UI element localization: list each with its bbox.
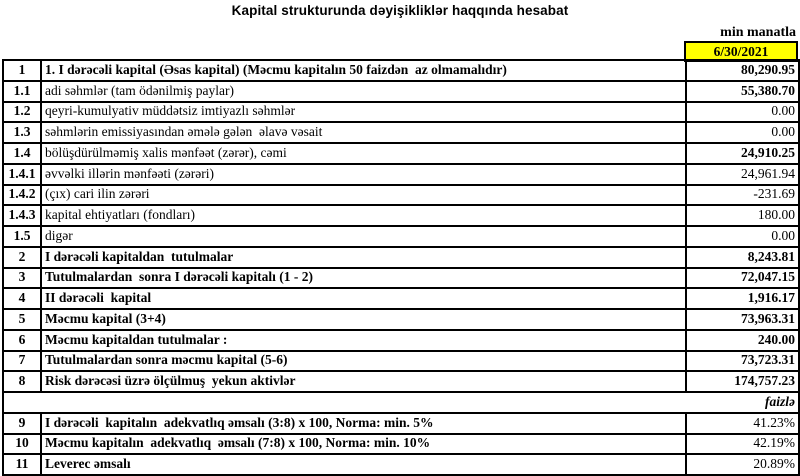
row-number: 5	[3, 309, 41, 330]
row-number: 1	[3, 60, 41, 81]
row-value: 180.00	[686, 205, 799, 226]
row-label: adi səhmlər (tam ödənilmiş paylar)	[41, 81, 686, 102]
row-value: -231.69	[686, 185, 799, 206]
row-label: kapital ehtiyatları (fondları)	[41, 205, 686, 226]
row-number: 10	[3, 434, 41, 455]
row-number: 6	[3, 330, 41, 351]
table-row	[3, 268, 799, 289]
row-number: 3	[3, 268, 41, 289]
row-value: 240.00	[686, 330, 799, 351]
table-row	[3, 122, 799, 143]
row-number: 1.4.3	[3, 205, 41, 226]
row-number: 9	[3, 413, 41, 434]
table-row	[3, 205, 799, 226]
report-date-cell: 6/30/2021	[684, 41, 798, 62]
percent-section-label: faizlə	[3, 392, 799, 413]
unit-label: min manatla	[720, 25, 796, 40]
row-number: 2	[3, 247, 41, 268]
row-number: 4	[3, 288, 41, 309]
table-row	[3, 413, 799, 434]
row-label: digər	[41, 226, 686, 247]
row-number: 1.4.1	[3, 164, 41, 185]
table-row	[3, 309, 799, 330]
row-number: 8	[3, 371, 41, 392]
row-label: Leverec əmsalı	[41, 454, 686, 475]
row-value: 0.00	[686, 226, 799, 247]
row-number: 1.4	[3, 143, 41, 164]
table-row	[3, 185, 799, 206]
row-value: 24,910.25	[686, 143, 799, 164]
row-value: 0.00	[686, 122, 799, 143]
table-row	[3, 247, 799, 268]
row-number: 1.4.2	[3, 185, 41, 206]
table-row	[3, 392, 799, 413]
row-label: Risk dərəcəsi üzrə ölçülmuş yekun aktivlər	[41, 371, 686, 392]
table-row	[3, 102, 799, 123]
table-row	[3, 330, 799, 351]
table-row	[3, 351, 799, 372]
row-value: 24,961.94	[686, 164, 799, 185]
row-label: Məcmu kapital (3+4)	[41, 309, 686, 330]
row-label: (çıx) cari ilin zərəri	[41, 185, 686, 206]
table-row	[3, 371, 799, 392]
row-label: Məcmu kapitalın adekvatlıq əmsalı (7:8) x 100, Norma: min. 10%	[41, 434, 686, 455]
row-number: 11	[3, 454, 41, 475]
row-number: 1.3	[3, 122, 41, 143]
table-row	[3, 454, 799, 475]
row-label: bölüşdürülməmiş xalis mənfəət (zərər), cəmi	[41, 143, 686, 164]
row-value: 41.23%	[686, 413, 799, 434]
table-row	[3, 288, 799, 309]
row-value: 20.89%	[686, 454, 799, 475]
row-label: qeyri-kumulyativ müddətsiz imtiyazlı səhmlər	[41, 102, 686, 123]
row-value: 8,243.81	[686, 247, 799, 268]
row-label: səhmlərin emissiyasından əmələ gələn əlavə vəsait	[41, 122, 686, 143]
row-label: əvvəlki illərin mənfəəti (zərəri)	[41, 164, 686, 185]
report-title: Kapital strukturunda dəyişikliklər haqqında hesabat	[231, 3, 569, 18]
row-number: 1.1	[3, 81, 41, 102]
table-row	[3, 226, 799, 247]
row-label: I dərəcəli kapitaldan tutulmalar	[41, 247, 686, 268]
table-row	[3, 60, 799, 81]
row-number: 7	[3, 351, 41, 372]
capital-structure-table	[2, 59, 800, 476]
row-label: Tutulmalardan sonra məcmu kapital (5-6)	[41, 351, 686, 372]
row-number: 1.2	[3, 102, 41, 123]
table-row	[3, 164, 799, 185]
row-number: 1.5	[3, 226, 41, 247]
row-value: 42.19%	[686, 434, 799, 455]
table-row	[3, 143, 799, 164]
row-label: 1. I dərəcəli kapital (Əsas kapital) (Məcmu kapitalın 50 faizdən az olmamalıdır)	[41, 60, 686, 81]
row-value: 73,963.31	[686, 309, 799, 330]
row-label: I dərəcəli kapitalın adekvatlıq əmsalı (3:8) x 100, Norma: min. 5%	[41, 413, 686, 434]
row-label: II dərəcəli kapital	[41, 288, 686, 309]
row-value: 73,723.31	[686, 351, 799, 372]
row-value: 1,916.17	[686, 288, 799, 309]
row-value: 80,290.95	[686, 60, 799, 81]
table-row	[3, 81, 799, 102]
row-label: Tutulmalardan sonra I dərəcəli kapitalı (1 - 2)	[41, 268, 686, 289]
row-value: 55,380.70	[686, 81, 799, 102]
row-value: 174,757.23	[686, 371, 799, 392]
table-row	[3, 434, 799, 455]
row-label: Məcmu kapitaldan tutulmalar :	[41, 330, 686, 351]
row-value: 0.00	[686, 102, 799, 123]
row-value: 72,047.15	[686, 268, 799, 289]
